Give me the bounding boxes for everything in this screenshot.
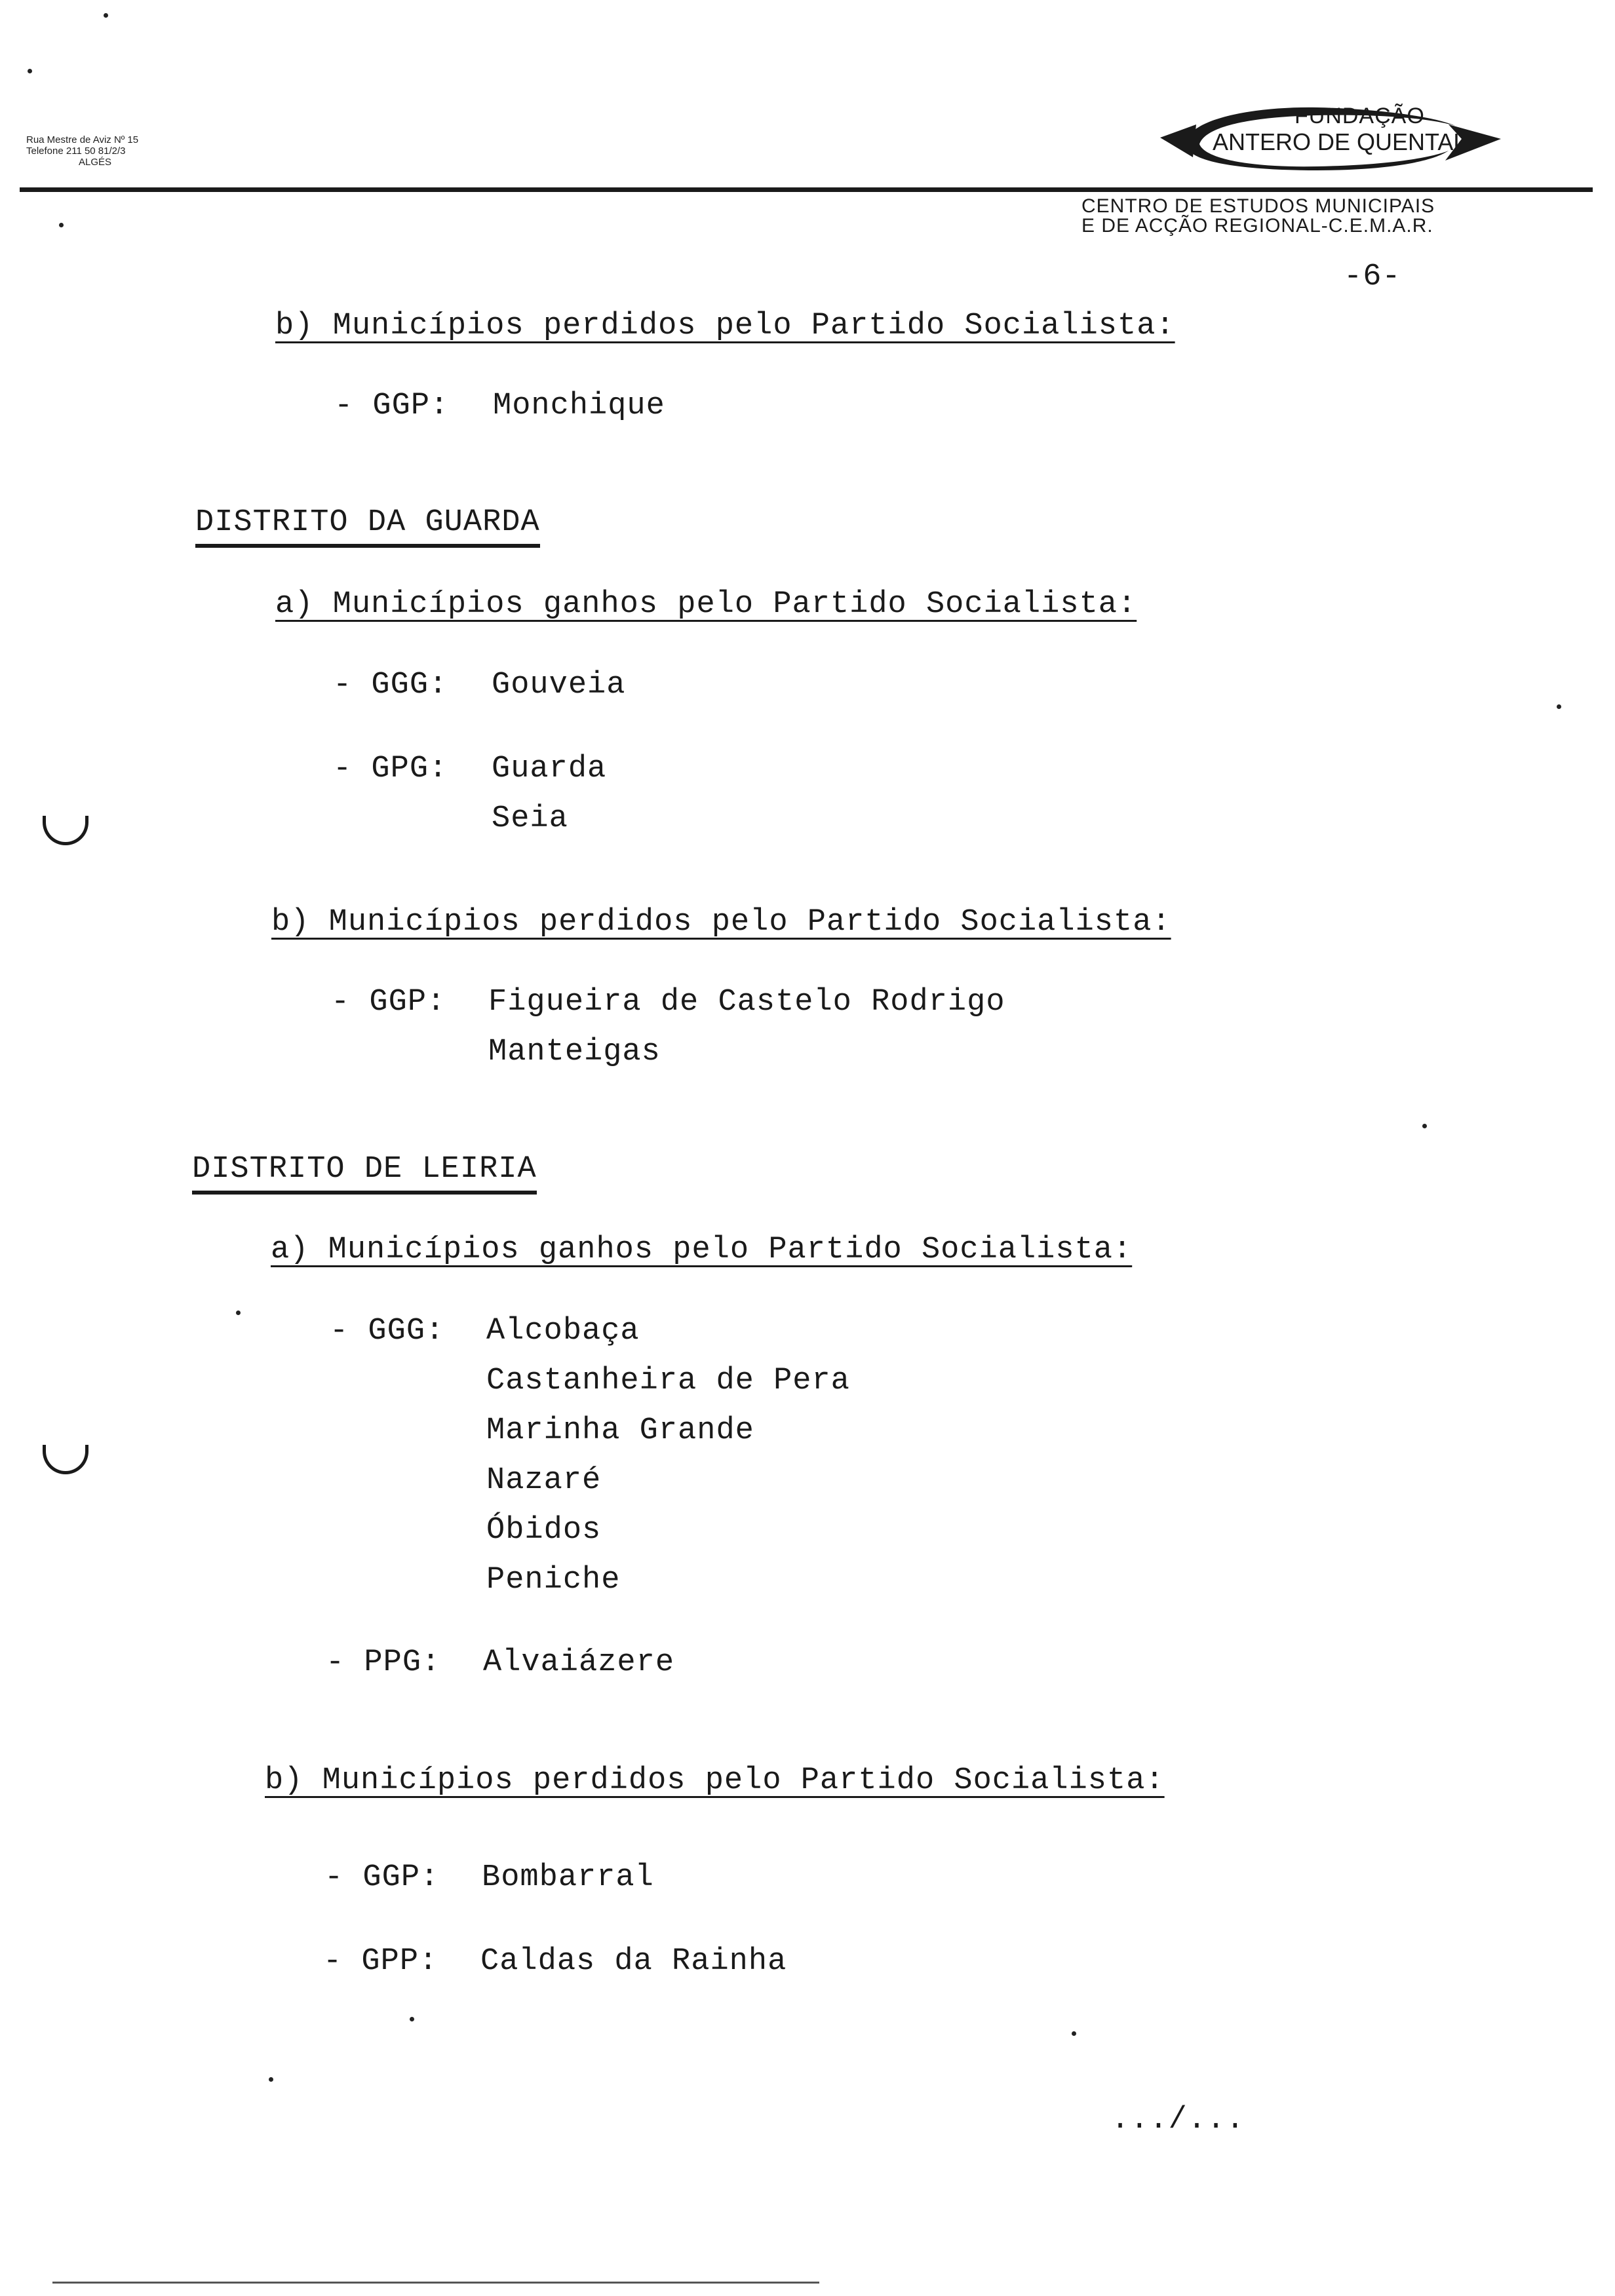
address-line-1: Rua Mestre de Aviz Nº 15 xyxy=(26,134,139,145)
list-item: Bombarral xyxy=(482,1860,654,1895)
list-item: Manteigas xyxy=(488,1035,661,1069)
punch-hole-icon xyxy=(43,816,88,845)
leiria-title xyxy=(192,1151,537,1188)
guarda-gpg-label: - GPG: xyxy=(333,752,448,786)
guarda-title-text: DISTRITO DA GUARDA xyxy=(195,505,540,548)
scan-speck xyxy=(269,2077,273,2082)
faro-ggp-label: - GGP: xyxy=(334,389,450,423)
list-item: Castanheira de Pera xyxy=(486,1364,850,1398)
list-item: Marinha Grande xyxy=(486,1413,754,1448)
logo-line-1: FUNDAÇÃO xyxy=(1294,104,1425,128)
leiria-gpp-list xyxy=(480,1943,787,1993)
list-item: Monchique xyxy=(493,389,665,423)
letterhead-address xyxy=(26,134,138,168)
centre-name xyxy=(1081,197,1435,236)
fundacao-logo xyxy=(1147,98,1514,170)
guarda-ggp-list xyxy=(488,984,1005,1084)
guarda-a-heading-text: a) Municípios ganhos pelo Partido Socialista: xyxy=(275,587,1137,622)
footer-rule xyxy=(52,2282,819,2284)
page-number: -6- xyxy=(1344,259,1401,294)
scan-speck xyxy=(104,13,108,18)
address-line-2: Telefone 211 50 81/2/3 xyxy=(26,145,126,157)
guarda-ggg-list xyxy=(492,667,625,717)
leiria-ppg-list xyxy=(483,1645,674,1694)
header-rule xyxy=(20,187,1593,192)
address-line-3: ALGÉS xyxy=(79,157,112,168)
scan-speck xyxy=(1422,1124,1427,1128)
leiria-ggp-list xyxy=(482,1860,654,1909)
guarda-title xyxy=(195,505,540,541)
continuation-mark: .../... xyxy=(1111,2103,1245,2137)
centre-line-2: E DE ACÇÃO REGIONAL-C.E.M.A.R. xyxy=(1081,215,1433,237)
faro-b-heading-text: b) Municípios perdidos pelo Partido Socialista: xyxy=(275,309,1175,343)
punch-hole-icon xyxy=(43,1445,88,1474)
leiria-gpp-label: - GPP: xyxy=(323,1944,438,1979)
faro-b-heading xyxy=(275,308,1175,345)
leiria-title-text: DISTRITO DE LEIRIA xyxy=(192,1152,537,1195)
logo-line-2: ANTERO DE QUENTAL xyxy=(1213,128,1467,155)
guarda-b-heading-text: b) Municípios perdidos pelo Partido Socialista: xyxy=(271,905,1171,940)
leiria-a-heading xyxy=(271,1232,1132,1269)
list-item: Alvaiázere xyxy=(483,1645,675,1680)
leiria-ppg-label: - PPG: xyxy=(326,1645,441,1680)
leiria-ggp-label: - GGP: xyxy=(324,1860,440,1895)
guarda-ggg-label: - GGG: xyxy=(333,668,448,702)
list-item: Peniche xyxy=(486,1563,621,1598)
list-item: Nazaré xyxy=(486,1463,602,1498)
list-item: Caldas da Rainha xyxy=(480,1944,787,1979)
list-item: Óbidos xyxy=(486,1513,602,1548)
list-item: Gouveia xyxy=(492,668,626,702)
scan-speck xyxy=(236,1311,241,1315)
scan-speck xyxy=(1557,704,1561,709)
guarda-gpg-list xyxy=(492,751,606,851)
list-item: Guarda xyxy=(492,752,607,786)
leiria-b-heading-text: b) Municípios perdidos pelo Partido Socialista: xyxy=(265,1763,1165,1798)
guarda-a-heading xyxy=(275,586,1137,623)
guarda-ggp-label: - GGP: xyxy=(331,985,446,1020)
scan-speck xyxy=(410,2017,414,2021)
leiria-b-heading xyxy=(265,1763,1165,1799)
list-item: Seia xyxy=(492,801,568,836)
centre-line-1: CENTRO DE ESTUDOS MUNICIPAIS xyxy=(1081,195,1435,217)
guarda-b-heading xyxy=(271,904,1171,941)
leiria-ggg-label: - GGG: xyxy=(330,1314,445,1349)
faro-ggp-list xyxy=(493,388,665,438)
list-item: Alcobaça xyxy=(486,1314,640,1349)
leiria-a-heading-text: a) Municípios ganhos pelo Partido Socialista: xyxy=(271,1233,1133,1267)
scan-speck xyxy=(59,223,64,227)
list-item: Figueira de Castelo Rodrigo xyxy=(488,985,1005,1020)
scan-speck xyxy=(28,69,32,73)
scan-speck xyxy=(1072,2031,1076,2036)
leiria-ggg-list xyxy=(486,1313,850,1612)
